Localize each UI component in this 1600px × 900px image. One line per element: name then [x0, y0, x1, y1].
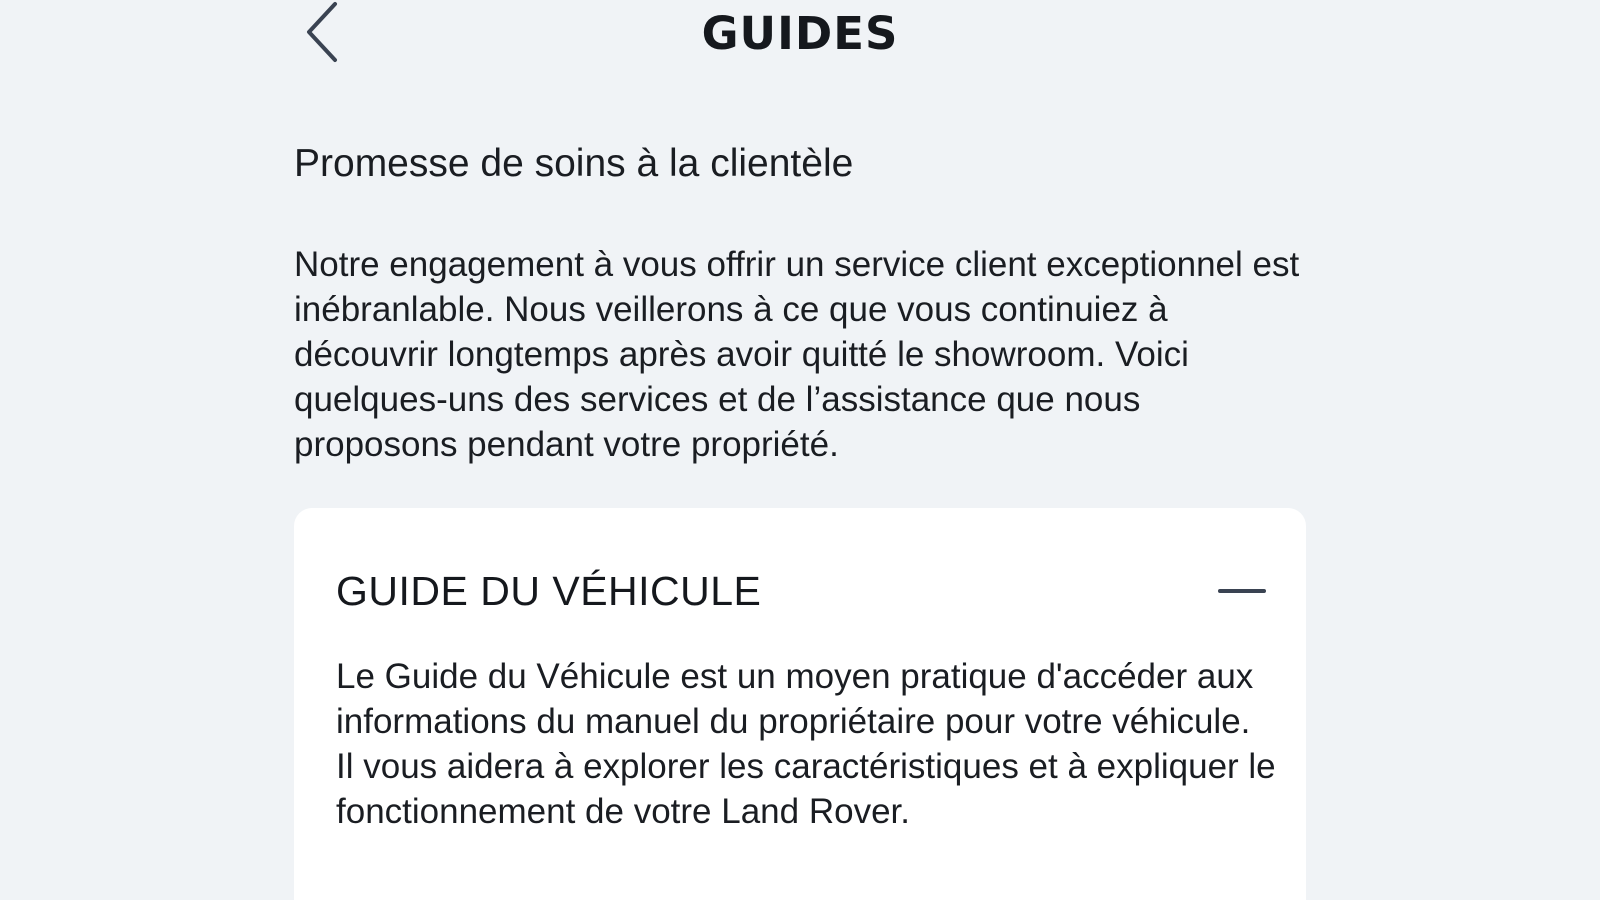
main-content	[294, 140, 1306, 467]
section-title: Promesse de soins à la clientèle	[294, 142, 854, 185]
minus-icon[interactable]	[1218, 589, 1266, 593]
card-title: GUIDE DU VÉHICULE	[336, 568, 762, 614]
header	[0, 0, 1600, 72]
intro-paragraph: Notre engagement à vous offrir un service client exceptionnel est inébranlable. Nous veillerons à ce que vous continuiez à découvrir longtemps après avoir quitté le showroom. Voici quelques-uns des services et de l’assistance que nous proposons pendant votre propriété.	[294, 245, 1300, 464]
card-body: Le Guide du Véhicule est un moyen pratique d'accéder aux informations du manuel du propriétaire pour votre véhicule. Il vous aidera à explorer les caractéristiques et à expliquer le fonctionnement de votre Land Rover.	[336, 657, 1276, 831]
vehicle-guide-card	[294, 508, 1306, 900]
accordion-header[interactable]	[336, 556, 1266, 626]
page-title: GUIDES	[701, 7, 899, 60]
